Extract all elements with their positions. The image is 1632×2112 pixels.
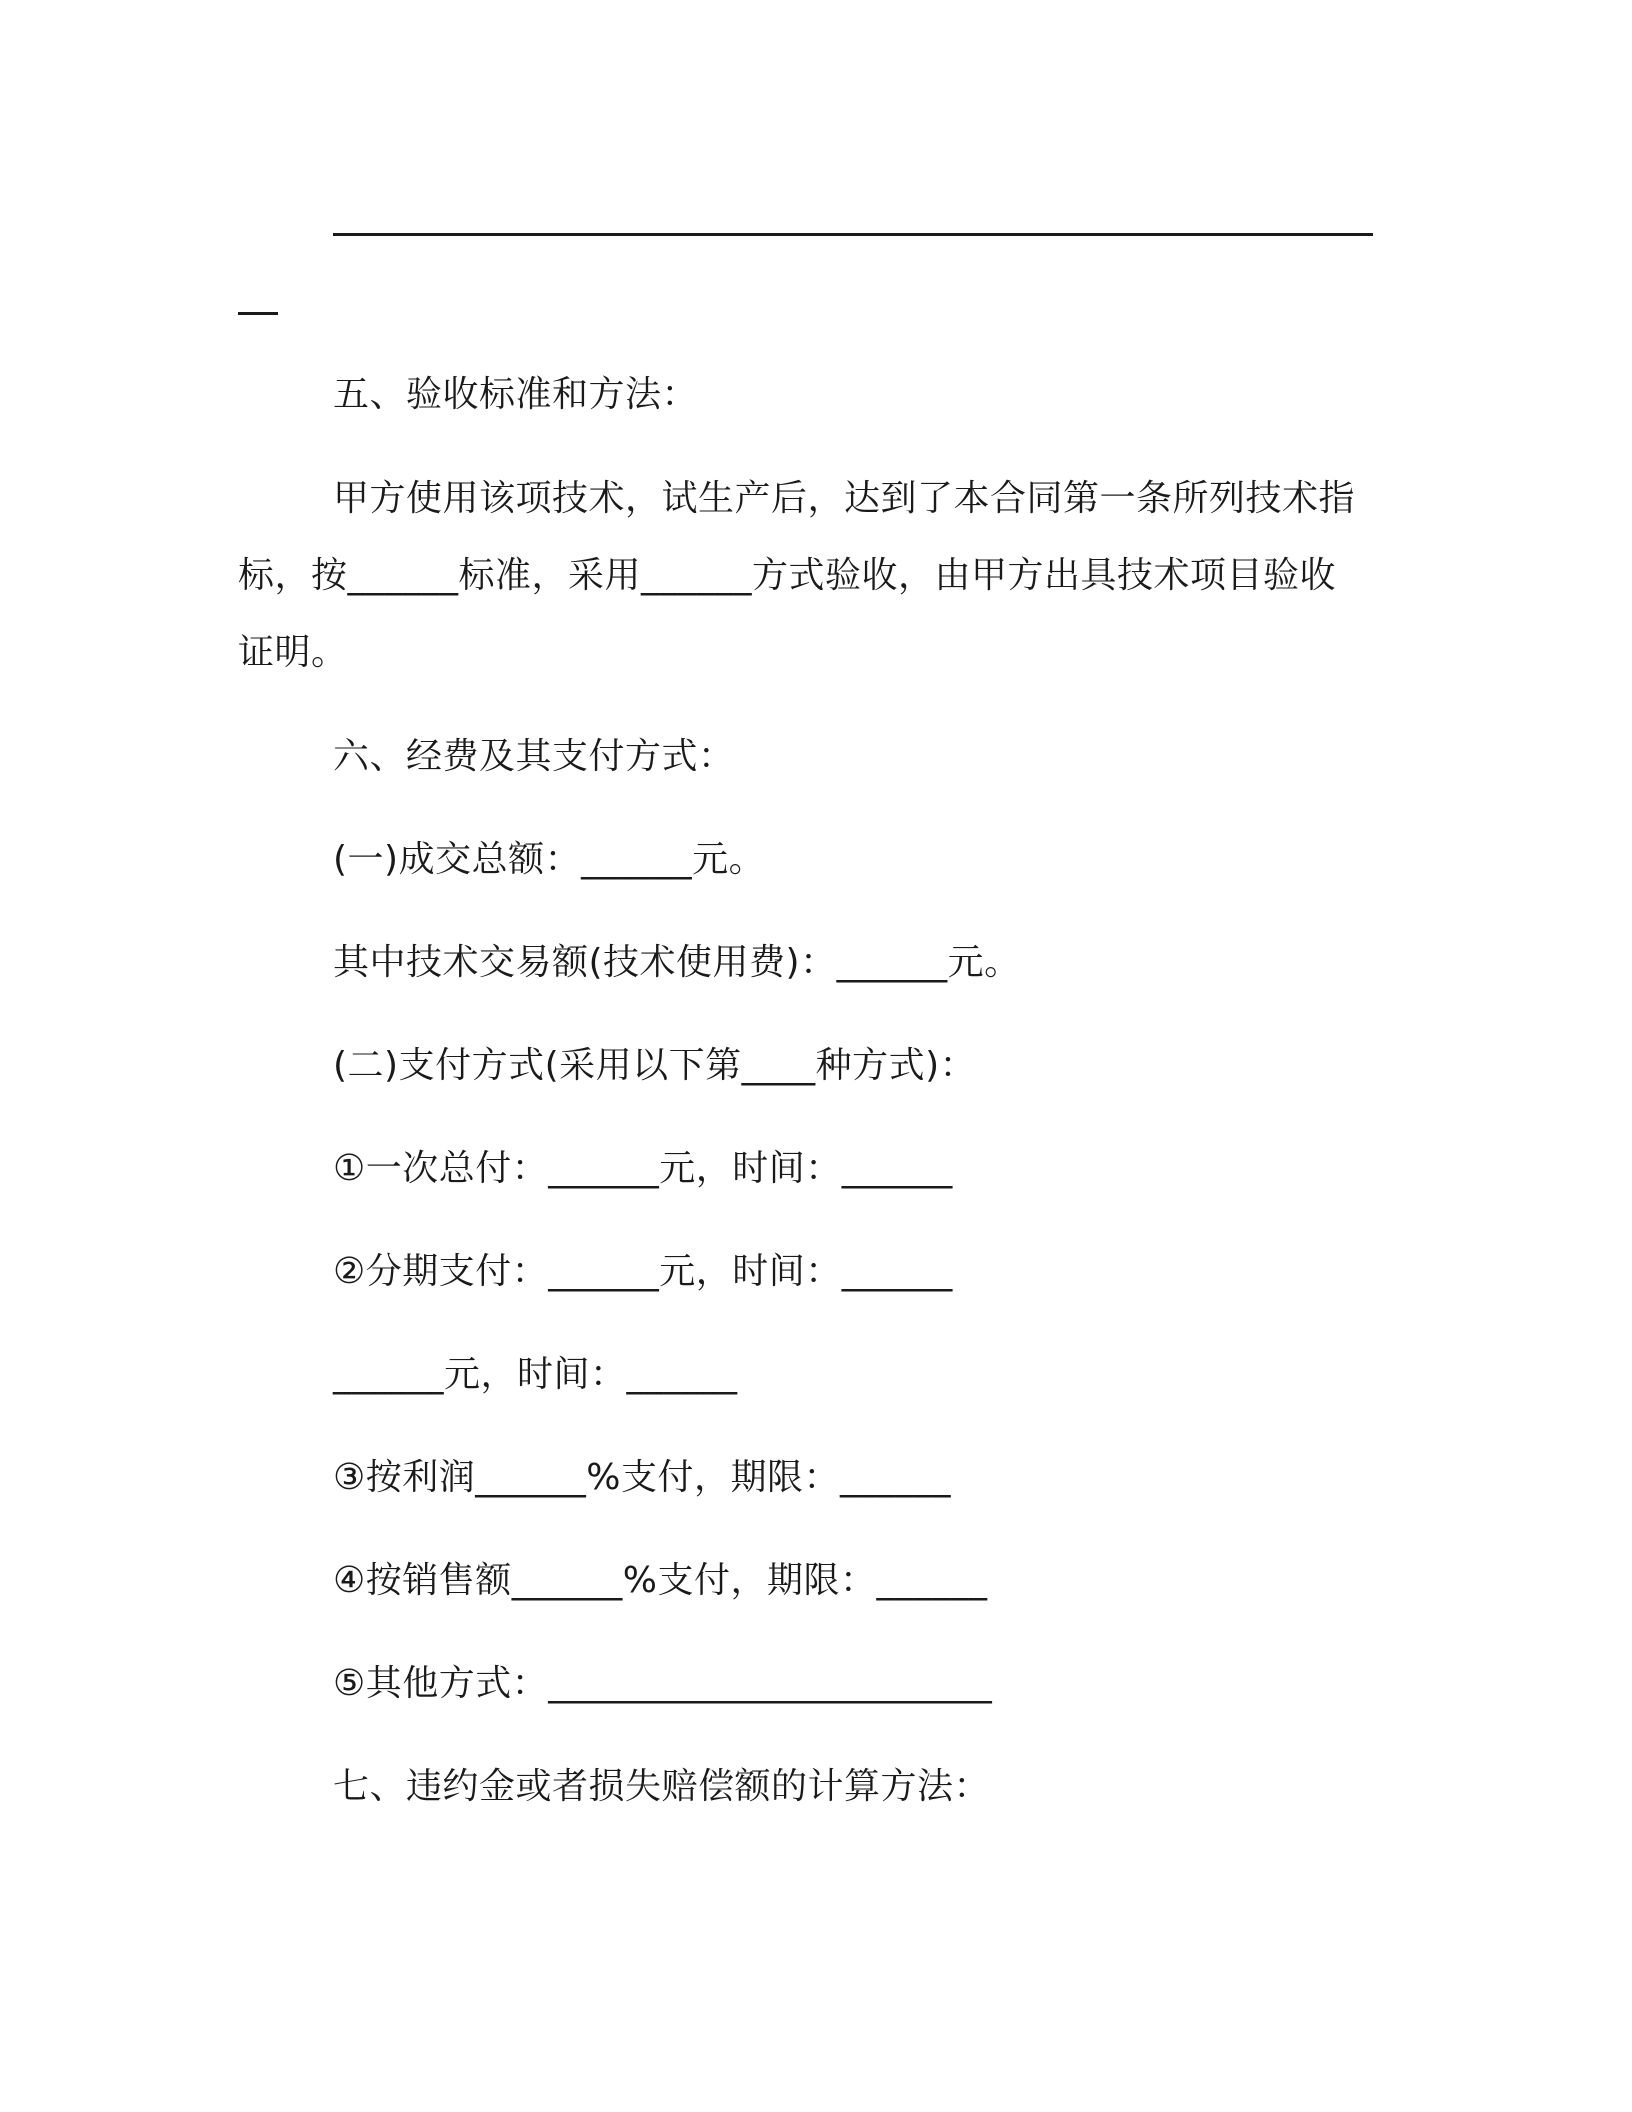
blank-fill-line xyxy=(333,233,1373,236)
payment-option-3: ③按利润______%支付，期限：______ xyxy=(333,1457,951,1498)
blank-fill-line-tail xyxy=(238,312,278,315)
payment-option-2: ②分期支付：______元，时间：______ xyxy=(333,1251,953,1292)
section-heading-fees: 六、经费及其支付方式： xyxy=(333,736,735,777)
payment-option-5: ⑤其他方式：________________________ xyxy=(333,1663,993,1704)
payment-option-2-continued: ______元，时间：______ xyxy=(333,1354,738,1395)
payment-option-1: ①一次总付：______元，时间：______ xyxy=(333,1148,953,1189)
paragraph-line: 甲方使用该项技术，试生产后，达到了本合同第一条所列技术指 xyxy=(333,478,1356,519)
paragraph-line: 标，按______标准，采用______方式验收，由甲方出具技术项目验收 xyxy=(238,555,1337,596)
payment-option-4: ④按销售额______%支付，期限：______ xyxy=(333,1560,988,1601)
section-heading-penalty: 七、违约金或者损失赔偿额的计算方法： xyxy=(333,1766,991,1807)
total-amount-line: (一)成交总额：______元。 xyxy=(333,839,766,880)
payment-method-line: (二)支付方式(采用以下第____种方式)： xyxy=(333,1045,977,1086)
section-heading-acceptance: 五、验收标准和方法： xyxy=(333,374,699,415)
tech-fee-line: 其中技术交易额(技术使用费)：______元。 xyxy=(333,942,1021,983)
paragraph-line: 证明。 xyxy=(238,632,348,673)
